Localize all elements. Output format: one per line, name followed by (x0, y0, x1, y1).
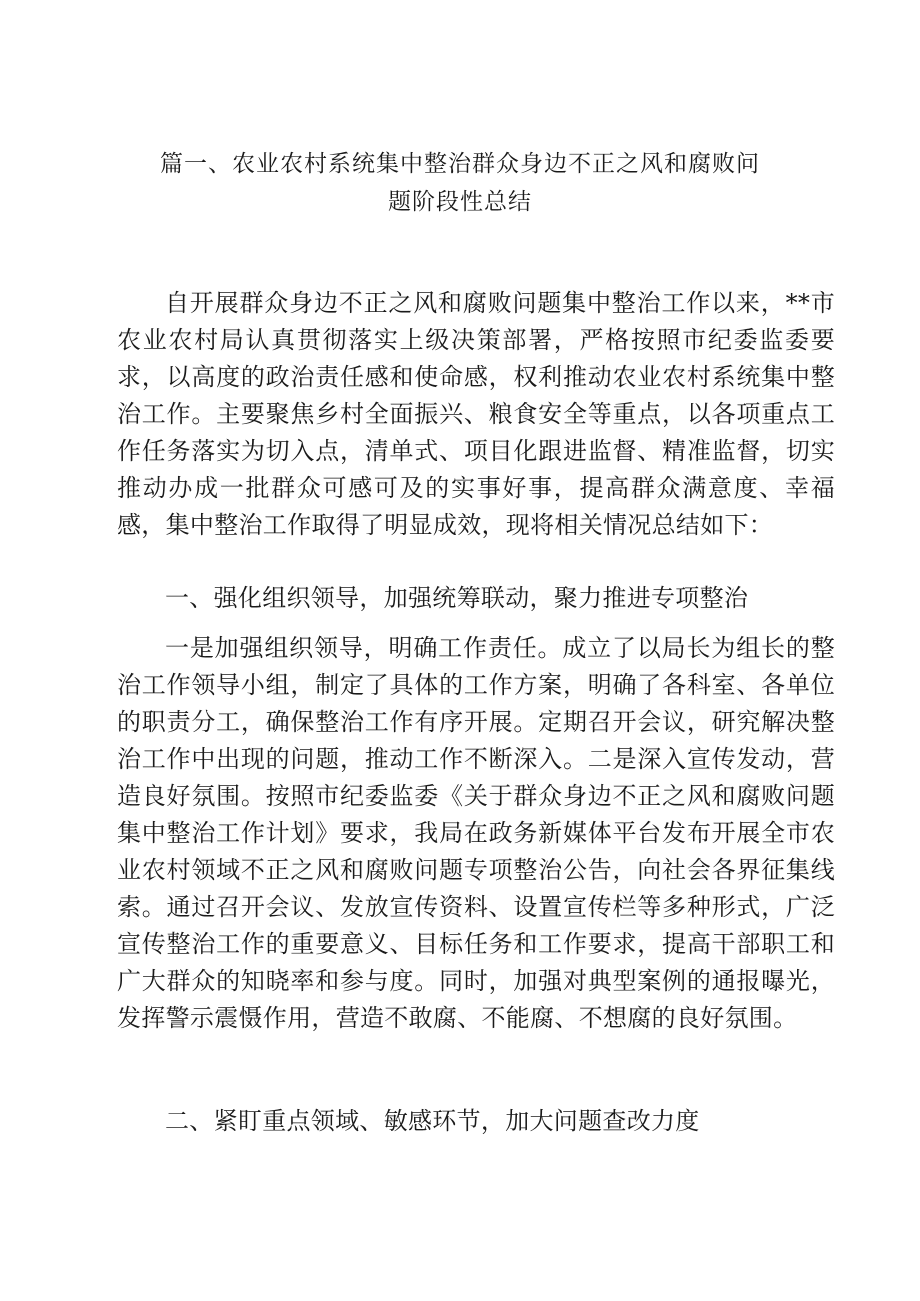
document-title-line-1: 篇一、农业农村系统集中整治群众身边不正之风和腐败问 (160, 151, 760, 177)
intro-paragraph: 自开展群众身边不正之风和腐败问题集中整治工作以来，**市农业农村局认真贯彻落实上级决策部署，严格按照市纪委监委要求，以高度的政治责任感和使命感，权利推动农业农村系统集中整治工作。主要聚焦乡村全面振兴、粮食安全等重点，以各项重点工作任务落实为切入点，清单式、项目化跟进监督、精准监督，切实推动办成一批群众可感可及的实事好事，提高群众满意度、幸福感，集中整治工作取得了明显成效，现将相关情况总结如下： (117, 289, 835, 539)
section-heading-2: 二、紧盯重点领域、敏感环节，加大问题查改力度 (165, 1107, 700, 1135)
section-1-paragraph: 一是加强组织领导，明确工作责任。成立了以局长为组长的整治工作领导小组，制定了具体的工作方案，明确了各科室、各单位的职责分工，确保整治工作有序开展。定期召开会议，研究解决整治工作中出现的问题，推动工作不断深入。二是深入宣传发动，营造良好氛围。按照市纪委监委《关于群众身边不正之风和腐败问题集中整治工作计划》要求，我局在政务新媒体平台发布开展全市农业农村领域不正之风和腐败问题专项整治公告，向社会各界征集线索。通过召开会议、发放宣传资料、设置宣传栏等多种形式，广泛宣传整治工作的重要意义、目标任务和工作要求，提高干部职工和广大群众的知晓率和参与度。同时，加强对典型案例的通报曝光，发挥警示震慑作用，营造不敢腐、不能腐、不想腐的良好氛围。 (117, 634, 835, 1032)
section-heading-1: 一、强化组织领导，加强统筹联动，聚力推进专项整治 (165, 584, 749, 612)
document-title-line-2: 题阶段性总结 (388, 189, 532, 215)
